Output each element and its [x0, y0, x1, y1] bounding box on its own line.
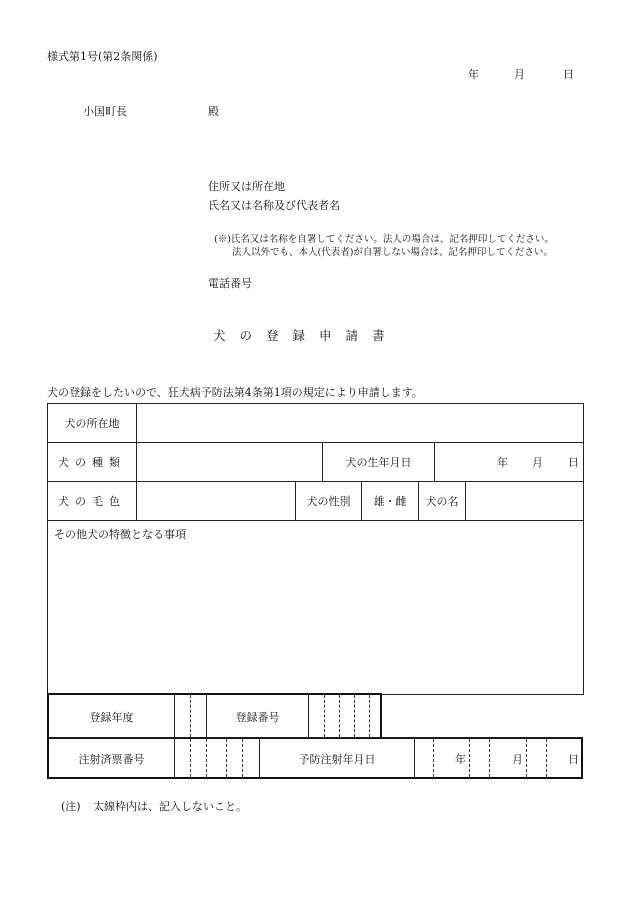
signature-note-2: 法人以外でも、本人(代表者)が自署しない場合は、記名押印してください。: [232, 247, 553, 258]
birth-year-label: 年: [497, 456, 508, 469]
birth-month-label: 月: [532, 456, 543, 469]
dog-location-label: 犬の所在地: [64, 417, 120, 430]
dog-color-label: 犬の毛色: [58, 494, 126, 508]
injection-day-label: 日: [568, 753, 579, 766]
document-title: 犬の登録申請書: [213, 328, 399, 343]
name-label: 氏名又は名称及び代表者名: [208, 199, 340, 212]
dog-birthdate-field[interactable]: [435, 442, 582, 481]
features-label: その他犬の特徴となる事項: [54, 528, 186, 541]
dog-sex-options[interactable]: 雄・雌: [373, 494, 407, 508]
injection-year-label: 年: [455, 753, 466, 766]
footer-note-prefix: (注): [61, 800, 81, 813]
addressee: 小国町長: [83, 105, 127, 118]
registration-year-label: 登録年度: [89, 711, 134, 724]
intro-text: 犬の登録をしたいので、狂犬病予防法第4条第1項の規定により申請します。: [47, 386, 423, 399]
dog-breed-label: 犬の種類: [58, 455, 126, 469]
date-month-label: 月: [514, 68, 525, 81]
injection-month-label: 月: [512, 753, 523, 766]
features-field[interactable]: [48, 544, 582, 692]
form-number: 様式第1号(第2条関係): [47, 50, 158, 63]
injection-ticket-label: 注射済票番号: [78, 753, 145, 766]
dog-info-table: [47, 403, 584, 695]
dog-name-label: 犬の名: [425, 494, 459, 508]
dog-breed-field[interactable]: [137, 442, 322, 481]
dog-name-field[interactable]: [466, 481, 582, 520]
footer-note: 太線枠内は、記入しないこと。: [93, 800, 247, 813]
office-use-row-1: [47, 693, 382, 737]
address-label: 住所又は所在地: [208, 180, 285, 193]
date-year-label: 年: [468, 68, 479, 81]
dog-birthdate-label: 犬の生年月日: [345, 455, 412, 469]
dog-sex-label: 犬の性別: [306, 494, 351, 508]
honorific: 殿: [208, 105, 219, 118]
registration-number-label: 登録番号: [235, 711, 280, 724]
date-day-label: 日: [563, 68, 574, 81]
signature-note-1: (※)氏名又は名称を自署してください。法人の場合は、記名押印してください。: [214, 234, 554, 245]
dog-location-field[interactable]: [137, 404, 582, 442]
phone-label: 電話番号: [208, 277, 252, 290]
birth-day-label: 日: [568, 456, 579, 469]
injection-date-label: 予防注射年月日: [298, 753, 376, 766]
office-use-row-2: [47, 737, 583, 779]
dog-color-field[interactable]: [137, 481, 295, 520]
